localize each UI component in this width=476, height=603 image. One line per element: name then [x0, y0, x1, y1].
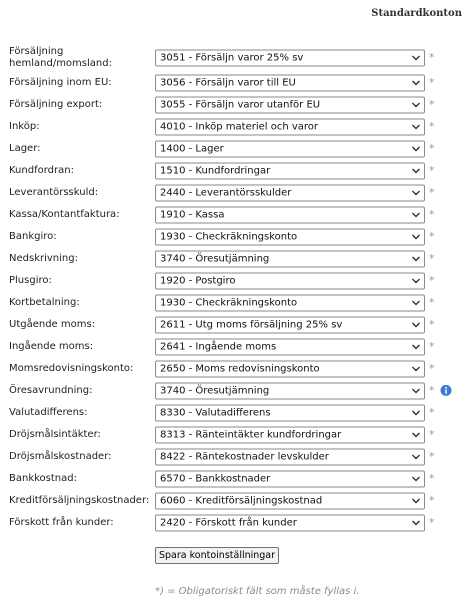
chevron-down-icon: [411, 211, 421, 220]
chevron-down-icon: [411, 497, 421, 506]
account-select-value: 3051 - Försäljn varor 25% sv: [160, 52, 304, 64]
account-select-credit-sales-costs[interactable]: [155, 493, 425, 510]
required-marker: *: [429, 493, 435, 507]
account-row-plusgiro: [9, 270, 469, 292]
required-marker: *: [429, 163, 435, 177]
required-fields-footnote: *) = Obligatoriskt fält som måste fyllas i.: [155, 586, 360, 597]
account-select-sales-domestic[interactable]: [155, 50, 425, 67]
account-label: Utgående moms:: [9, 319, 96, 330]
chevron-down-icon: [411, 123, 421, 132]
account-row-customer-advances: [9, 512, 469, 534]
account-select-value: 3740 - Öresutjämning: [160, 253, 270, 265]
page-title: Standardkonton: [371, 8, 462, 19]
account-label: Kundfordran:: [9, 165, 74, 176]
account-select-vat-reporting[interactable]: [155, 361, 425, 378]
account-row-card-payment: [9, 292, 469, 314]
chevron-down-icon: [411, 54, 421, 63]
account-row-cash: [9, 204, 469, 226]
account-row-rounding: [9, 380, 469, 402]
account-select-cash[interactable]: [155, 207, 425, 224]
account-label: Dröjsmålskostnader:: [9, 451, 112, 462]
required-marker: *: [429, 427, 435, 441]
account-select-value: 1400 - Lager: [160, 143, 224, 155]
account-label: Öresavrundning:: [9, 385, 93, 396]
account-row-bankgiro: [9, 226, 469, 248]
account-row-vat-reporting: [9, 358, 469, 380]
chevron-down-icon: [411, 299, 421, 308]
account-row-payables: [9, 182, 469, 204]
chevron-down-icon: [411, 453, 421, 462]
account-label: Kassa/Kontantfaktura:: [9, 209, 120, 220]
account-row-output-vat: [9, 314, 469, 336]
account-select-late-income[interactable]: [155, 427, 425, 444]
chevron-down-icon: [411, 365, 421, 374]
account-label: Försäljning inom EU:: [9, 77, 112, 88]
account-select-rounding[interactable]: [155, 383, 425, 400]
account-label: Nedskrivning:: [9, 253, 78, 264]
account-row-input-vat: [9, 336, 469, 358]
account-row-sales-domestic: [9, 44, 469, 72]
info-icon[interactable]: [440, 384, 452, 396]
account-label: Försäljning export:: [9, 99, 103, 110]
account-select-late-costs[interactable]: [155, 449, 425, 466]
account-label: Dröjsmålsintäkter:: [9, 429, 101, 440]
account-row-late-income: [9, 424, 469, 446]
account-label: Förskott från kunder:: [9, 517, 114, 528]
account-select-output-vat[interactable]: [155, 317, 425, 334]
chevron-down-icon: [411, 321, 421, 330]
required-marker: *: [429, 273, 435, 287]
account-select-value: 6060 - Kreditförsäljningskostnad: [160, 495, 323, 507]
account-select-value: 2440 - Leverantörsskulder: [160, 187, 292, 199]
account-settings-form: [9, 44, 469, 534]
account-label: Valutadifferens:: [9, 407, 88, 418]
chevron-down-icon: [411, 167, 421, 176]
chevron-down-icon: [411, 101, 421, 110]
account-select-value: 2611 - Utg moms försäljning 25% sv: [160, 319, 343, 331]
account-select-value: 8313 - Ränteintäkter kundfordringar: [160, 429, 342, 441]
account-row-purchases: [9, 116, 469, 138]
account-select-value: 1930 - Checkräkningskonto: [160, 231, 298, 243]
account-select-payables[interactable]: [155, 185, 425, 202]
account-row-bank-costs: [9, 468, 469, 490]
account-select-value: 2641 - Ingående moms: [160, 341, 277, 353]
account-select-value: 1910 - Kassa: [160, 209, 225, 221]
account-select-value: 3056 - Försäljn varor till EU: [160, 77, 296, 89]
required-marker: *: [429, 185, 435, 199]
required-marker: *: [429, 515, 435, 529]
account-select-currency-difference[interactable]: [155, 405, 425, 422]
required-marker: *: [429, 361, 435, 375]
account-label: Inköp:: [9, 121, 40, 132]
account-label: Kortbetalning:: [9, 297, 80, 308]
account-select-customer-advances[interactable]: [155, 515, 425, 532]
account-select-value: 2420 - Förskott från kunder: [160, 517, 297, 529]
chevron-down-icon: [411, 519, 421, 528]
account-row-credit-sales-costs: [9, 490, 469, 512]
required-marker: *: [429, 119, 435, 133]
chevron-down-icon: [411, 343, 421, 352]
chevron-down-icon: [411, 145, 421, 154]
account-label: Försäljning hemland/momsland:: [9, 46, 112, 69]
account-label: Momsredovisningskonto:: [9, 363, 134, 374]
chevron-down-icon: [411, 189, 421, 198]
account-select-value: 2650 - Moms redovisningskonto: [160, 363, 320, 375]
account-select-value: 4010 - Inköp materiel och varor: [160, 121, 319, 133]
account-select-card-payment[interactable]: [155, 295, 425, 312]
account-row-sales-eu: [9, 72, 469, 94]
account-select-value: 1930 - Checkräkningskonto: [160, 297, 298, 309]
account-select-sales-export[interactable]: [155, 97, 425, 114]
required-marker: *: [429, 97, 435, 111]
required-marker: *: [429, 50, 435, 64]
account-select-plusgiro[interactable]: [155, 273, 425, 290]
required-marker: *: [429, 141, 435, 155]
save-account-settings-button[interactable]: Spara kontoinställningar: [155, 547, 279, 564]
account-row-late-costs: [9, 446, 469, 468]
account-label: Plusgiro:: [9, 275, 52, 286]
chevron-down-icon: [411, 233, 421, 242]
required-marker: *: [429, 207, 435, 221]
account-select-sales-eu[interactable]: [155, 75, 425, 92]
required-marker: *: [429, 339, 435, 353]
account-select-input-vat[interactable]: [155, 339, 425, 356]
required-marker: *: [429, 449, 435, 463]
account-select-bankgiro[interactable]: [155, 229, 425, 246]
account-select-value: 1920 - Postgiro: [160, 275, 236, 287]
account-row-inventory: [9, 138, 469, 160]
required-marker: *: [429, 295, 435, 309]
required-marker: *: [429, 317, 435, 331]
account-label: Ingående moms:: [9, 341, 94, 352]
account-row-receivables: [9, 160, 469, 182]
account-select-writedown[interactable]: [155, 251, 425, 268]
account-row-sales-export: [9, 94, 469, 116]
account-row-currency-difference: [9, 402, 469, 424]
required-marker: *: [429, 405, 435, 419]
required-marker: *: [429, 471, 435, 485]
account-select-value: 1510 - Kundfordringar: [160, 165, 271, 177]
account-label: Lager:: [9, 143, 41, 154]
account-row-writedown: [9, 248, 469, 270]
chevron-down-icon: [411, 255, 421, 264]
account-select-bank-costs[interactable]: [155, 471, 425, 488]
required-marker: *: [429, 383, 435, 397]
account-select-value: 8330 - Valutadifferens: [160, 407, 271, 419]
chevron-down-icon: [411, 277, 421, 286]
required-marker: *: [429, 251, 435, 265]
account-select-value: 8422 - Räntekostnader levskulder: [160, 451, 329, 463]
required-marker: *: [429, 229, 435, 243]
chevron-down-icon: [411, 409, 421, 418]
chevron-down-icon: [411, 431, 421, 440]
account-select-value: 6570 - Bankkostnader: [160, 473, 271, 485]
account-label: Kreditförsäljningskostnader:: [9, 495, 150, 506]
account-label: Leverantörsskuld:: [9, 187, 99, 198]
account-select-value: 3055 - Försäljn varor utanför EU: [160, 99, 321, 111]
account-select-value: 3740 - Öresutjämning: [160, 385, 270, 397]
account-select-purchases[interactable]: [155, 119, 425, 136]
chevron-down-icon: [411, 475, 421, 484]
account-label: Bankgiro:: [9, 231, 57, 242]
account-select-receivables[interactable]: [155, 163, 425, 180]
required-marker: *: [429, 75, 435, 89]
account-label: Bankkostnad:: [9, 473, 77, 484]
chevron-down-icon: [411, 387, 421, 396]
account-select-inventory[interactable]: [155, 141, 425, 158]
chevron-down-icon: [411, 79, 421, 88]
